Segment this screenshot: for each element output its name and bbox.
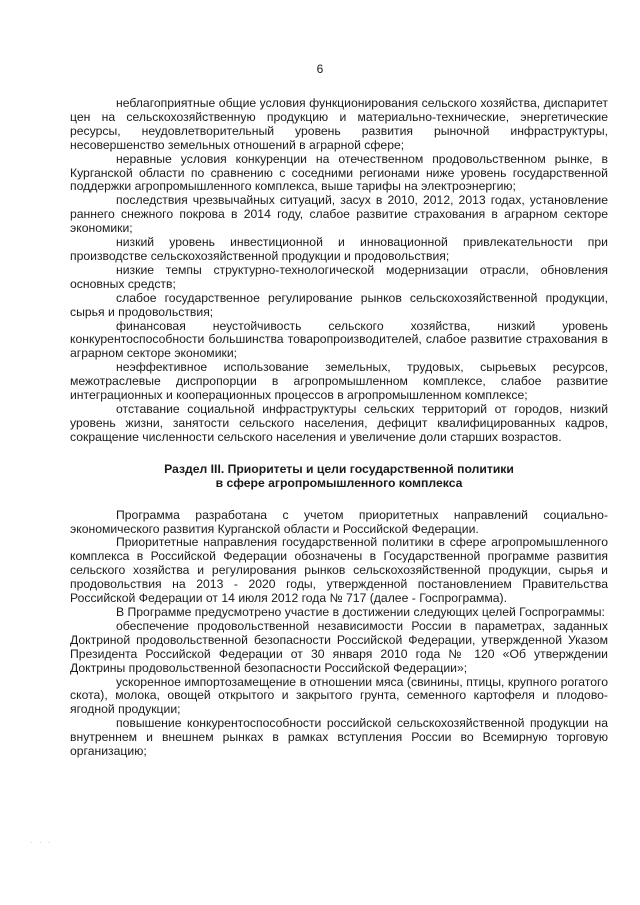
page-number: 6: [316, 62, 324, 76]
document-body: [70, 97, 608, 759]
scan-margin-mark: . . .: [30, 835, 53, 845]
section-heading: [70, 462, 608, 490]
paragraph: слабое государственное регулирование рынков сельскохозяйственной продукции, сырья и продовольствия;: [70, 290, 608, 319]
paragraph: неравные условия конкуренции на отечественном продовольственном рынке, в Курганской области по сравнению с соседними регионами ниже уровень государственной поддержки агропромышленного комплекса, выше тарифы на электроэнергию;: [70, 151, 608, 194]
paragraph: ускоренное импортозамещение в отношении мяса (свинины, птицы, крупного рогатого скота), молока, овощей открытого и закрытого грунта, семенного картофеля и плодово-ягодной продукции;: [70, 674, 608, 717]
paragraph: неблагоприятные общие условия функционирования сельского хозяйства, диспаритет цен на сельскохозяйственную продукцию и материально-технические, энергетические ресурсы, неудовлетворительный уровень развития рыночной инфраструктуры, несовершенство земельных отношений в аграрной сфере;: [70, 96, 608, 152]
paragraph: повышение конкурентоспособности российской сельскохозяйственной продукции на внутреннем и внешнем рынках в рамках вступления России во Всемирную торговую организацию;: [70, 716, 608, 759]
paragraph: Приоритетные направления государственной политики в сфере агропромышленного комплекса в Российской Федерации обозначены в Государственной программе развития сельского хозяйства и регулирования рынков сельскохозяйственной продукции, сырья и продовольствия на 2013 - 2020 годы, утвержденной постановлением Правительства Российской Федерации от 14 июля 2012 года № 717 (далее - Госпрограмма).: [70, 535, 608, 606]
paragraph: обеспечение продовольственной независимости России в параметрах, заданных Доктриной продовольственной безопасности Российской Федерации, утвержденной Указом Президента Российской Федерации от 30 января 2010 года № 120 «Об утверждении Доктрины продовольственной безопасности Российской Федерации»;: [70, 618, 608, 675]
paragraph: низкие темпы структурно-технологической модернизации отрасли, обновления основных средств;: [70, 262, 608, 291]
paragraph: Программа разработана с учетом приоритетных направлений социально-экономического развития Курганской области и Российской Федерации.: [70, 507, 608, 536]
section-heading-line-2: в сфере агропромышленного комплекса: [215, 475, 463, 490]
paragraph: низкий уровень инвестиционной и инновационной привлекательности при производстве сельскохозяйственной продукции и продовольствия;: [70, 235, 608, 263]
paragraph: неэффективное использование земельных, трудовых, сырьевых ресурсов, межотраслевые диспропорции в агропромышленном комплексе, слабое развитие интеграционных и кооперационных процессов в агропромышленном комплексе;: [70, 360, 608, 403]
paragraph: финансовая неустойчивость сельского хозяйства, низкий уровень конкурентоспособности большинства товаропроизводителей, слабое развитие страхования в аграрном секторе экономики;: [70, 318, 608, 361]
paragraph: В Программе предусмотрено участие в достижении следующих целей Госпрограммы:: [116, 605, 605, 619]
paragraph: отставание социальной инфраструктуры сельских территорий от городов, низкий уровень жизни, занятости сельского населения, дефицит квалифицированных кадров, сокращение численности сельского населения и увеличение доли старших возрастов.: [70, 401, 608, 444]
paragraph: последствия чрезвычайных ситуаций, засух в 2010, 2012, 2013 годах, установление раннего снежного покрова в 2014 году, слабое развитие страхования в аграрном секторе экономики;: [70, 193, 608, 236]
section-heading-line-1: Раздел III. Приоритеты и цели государственной политики: [164, 461, 514, 476]
